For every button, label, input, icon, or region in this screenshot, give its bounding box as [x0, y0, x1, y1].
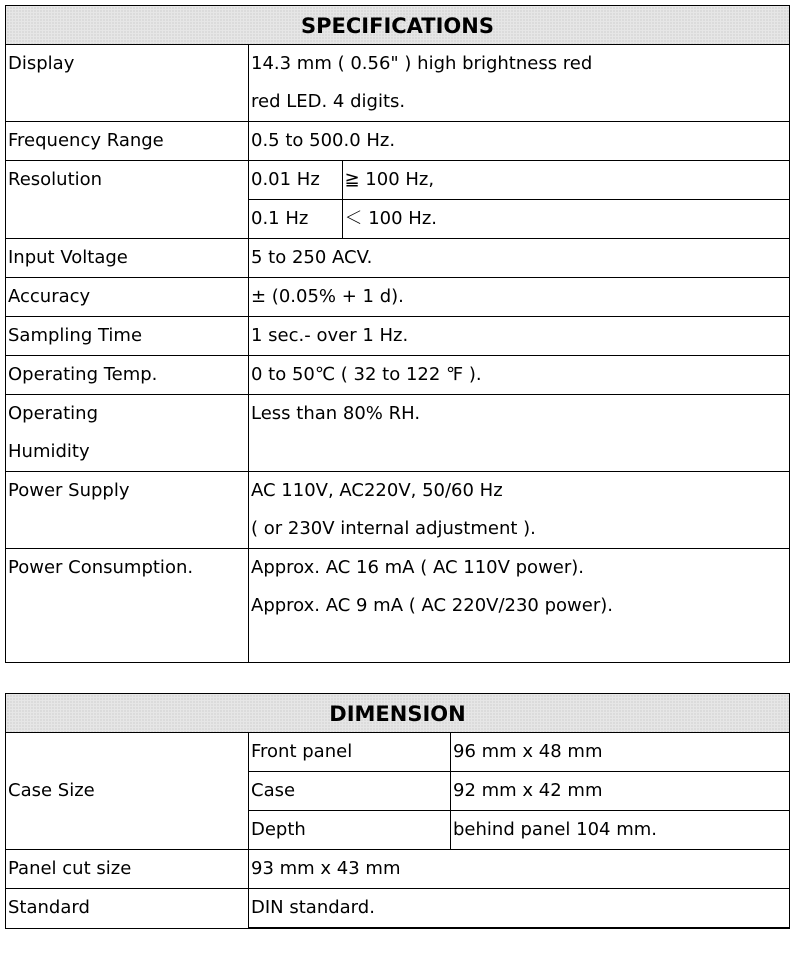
spec-label-humidity-line-2: Humidity	[8, 441, 90, 462]
spec-label-accuracy: Accuracy	[6, 278, 249, 317]
spec-value-power-supply-line-2: ( or 230V internal adjustment ).	[251, 518, 536, 539]
dim-row-front-panel	[6, 733, 790, 772]
spec-row-accuracy	[6, 278, 790, 317]
spec-label-humidity	[6, 395, 249, 472]
spec-label-resolution: Resolution	[6, 161, 249, 239]
spec-value-frequency: 0.5 to 500.0 Hz.	[249, 122, 790, 161]
dim-value-standard: DIN standard.	[249, 889, 790, 928]
dim-row-panel-cut	[6, 850, 790, 889]
spec-label-temp: Operating Temp.	[6, 356, 249, 395]
dimension-title: DIMENSION	[6, 694, 790, 733]
spec-value-display-line-2: red LED. 4 digits.	[251, 91, 406, 112]
spec-row-temp	[6, 356, 790, 395]
spec-label-display: Display	[6, 45, 249, 122]
resolution-cond-1: ≧ 100 Hz,	[342, 161, 789, 200]
resolution-step-1: 0.01 Hz	[251, 169, 320, 190]
spec-value-input-voltage: 5 to 250 ACV.	[249, 239, 790, 278]
spec-row-humidity	[6, 395, 790, 472]
dim-sub-depth: Depth	[249, 811, 451, 850]
dim-sub-front-panel: Front panel	[249, 733, 451, 772]
spec-value-accuracy: ± (0.05% + 1 d).	[249, 278, 790, 317]
dimension-table	[5, 693, 790, 929]
spec-value-display	[249, 45, 790, 122]
spec-value-power-consumption	[249, 549, 790, 663]
spec-label-frequency: Frequency Range	[6, 122, 249, 161]
dim-label-standard: Standard	[6, 889, 249, 929]
spec-value-power-supply-line-1: AC 110V, AC220V, 50/60 Hz	[251, 480, 503, 501]
spec-value-resolution	[249, 161, 790, 239]
dim-value-panel-cut: 93 mm x 43 mm	[249, 850, 790, 889]
spec-row-power-supply	[6, 472, 790, 549]
resolution-step-2: 0.1 Hz	[249, 200, 342, 239]
spec-value-display-line-1: 14.3 mm ( 0.56" ) high brightness red	[251, 53, 593, 74]
spec-label-humidity-line-1: Operating	[8, 403, 98, 424]
spec-row-power-consumption	[6, 549, 790, 663]
spec-row-display	[6, 45, 790, 122]
spec-label-power-supply: Power Supply	[6, 472, 249, 549]
spec-value-temp: 0 to 50℃ ( 32 to 122 ℉ ).	[249, 356, 790, 395]
dim-empty-cell	[249, 928, 790, 929]
dim-sub-case: Case	[249, 772, 451, 811]
spec-value-humidity: Less than 80% RH.	[249, 395, 790, 472]
dim-label-case-size: Case Size	[6, 733, 249, 850]
spec-value-power-consumption-line-1: Approx. AC 16 mA ( AC 110V power).	[251, 557, 585, 578]
dim-value-front-panel: 96 mm x 48 mm	[451, 733, 790, 772]
spec-label-sampling: Sampling Time	[6, 317, 249, 356]
resolution-cond-2: ＜ 100 Hz.	[342, 200, 789, 239]
spec-value-power-consumption-line-2: Approx. AC 9 mA ( AC 220V/230 power).	[251, 595, 613, 616]
spec-row-sampling	[6, 317, 790, 356]
spec-row-input-voltage	[6, 239, 790, 278]
spec-row-frequency	[6, 122, 790, 161]
spec-label-power-consumption: Power Consumption.	[6, 549, 249, 663]
dim-value-depth: behind panel 104 mm.	[451, 811, 790, 850]
dim-value-case: 92 mm x 42 mm	[451, 772, 790, 811]
spec-label-input-voltage: Input Voltage	[6, 239, 249, 278]
resolution-subtable	[249, 161, 789, 238]
specifications-table	[5, 5, 790, 663]
spec-row-resolution	[6, 161, 790, 239]
dim-label-panel-cut: Panel cut size	[6, 850, 249, 889]
spec-value-power-supply	[249, 472, 790, 549]
dim-row-standard	[6, 889, 790, 928]
specifications-title: SPECIFICATIONS	[6, 6, 790, 45]
spec-value-sampling: 1 sec.- over 1 Hz.	[249, 317, 790, 356]
